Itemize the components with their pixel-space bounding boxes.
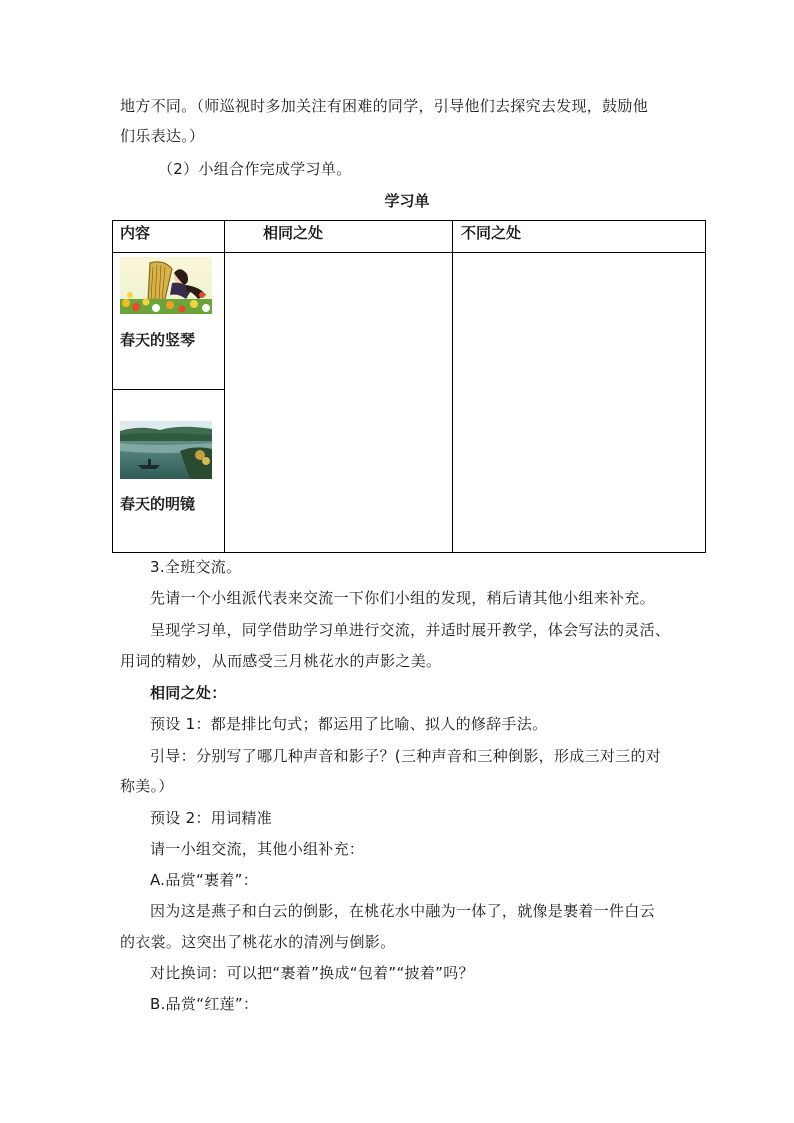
compare-question: 对比换词：可以把“裹着”换成“包着”“披着”吗？ [150,964,474,982]
row-label-mirror: 春天的明镜 [120,495,196,513]
section-a-title: A.品赏“裹着”： [150,871,259,889]
worksheet-table [112,220,706,553]
intro-line-1: 地方不同。（师巡视时多加关注有困难的同学，引导他们去探究去发现，鼓励他 [120,97,649,115]
table-header-content: 内容 [120,224,151,242]
table-header-same: 相同之处 [263,224,324,242]
preset-2: 预设 2：用词精准 [150,809,273,827]
guide-line-2: 称美。） [120,777,174,795]
table-divider [224,221,225,552]
intro-line-2: 们乐表达。） [120,127,205,145]
table-row-divider [113,389,224,390]
worksheet-title: 学习单 [384,192,430,210]
paragraph-2-line-1: 呈现学习单，同学借助学习单进行交流，并适时展开教学，体会写法的灵活、 [150,621,671,639]
paragraph-2-line-2: 用词的精妙，从而感受三月桃花水的声影之美。 [120,652,442,670]
group-exchange-text: 请一小组交流，其他小组补充： [150,840,365,858]
table-header-divider [113,252,705,253]
table-header-different: 不同之处 [461,224,522,242]
preset-1: 预设 1：都是排比句式；都运用了比喻、拟人的修辞手法。 [150,715,548,733]
section-a-line-1: 因为这是燕子和白云的倒影，在桃花水中融为一体了，就像是裹着一件白云 [150,902,655,920]
guide-line-1: 引导：分别写了哪几种声音和影子？(三种声音和三种倒影，形成三对三的对 [150,747,662,765]
row-label-harp: 春天的竖琴 [120,331,196,349]
step-3-text: 3.全班交流。 [150,558,242,576]
paragraph-1: 先请一个小组派代表来交流一下你们小组的发现，稍后请其他小组来补充。 [150,589,655,607]
step-2-text: （2）小组合作完成学习单。 [158,160,352,178]
table-divider [452,221,453,552]
same-heading: 相同之处： [150,684,227,702]
harp-girl-flowers-image [120,257,212,314]
section-a-line-2: 的衣裳。这突出了桃花水的清冽与倒影。 [120,933,396,951]
section-b-title: B.品赏“红莲”： [150,995,259,1013]
lake-boat-reflection-image [120,421,212,479]
